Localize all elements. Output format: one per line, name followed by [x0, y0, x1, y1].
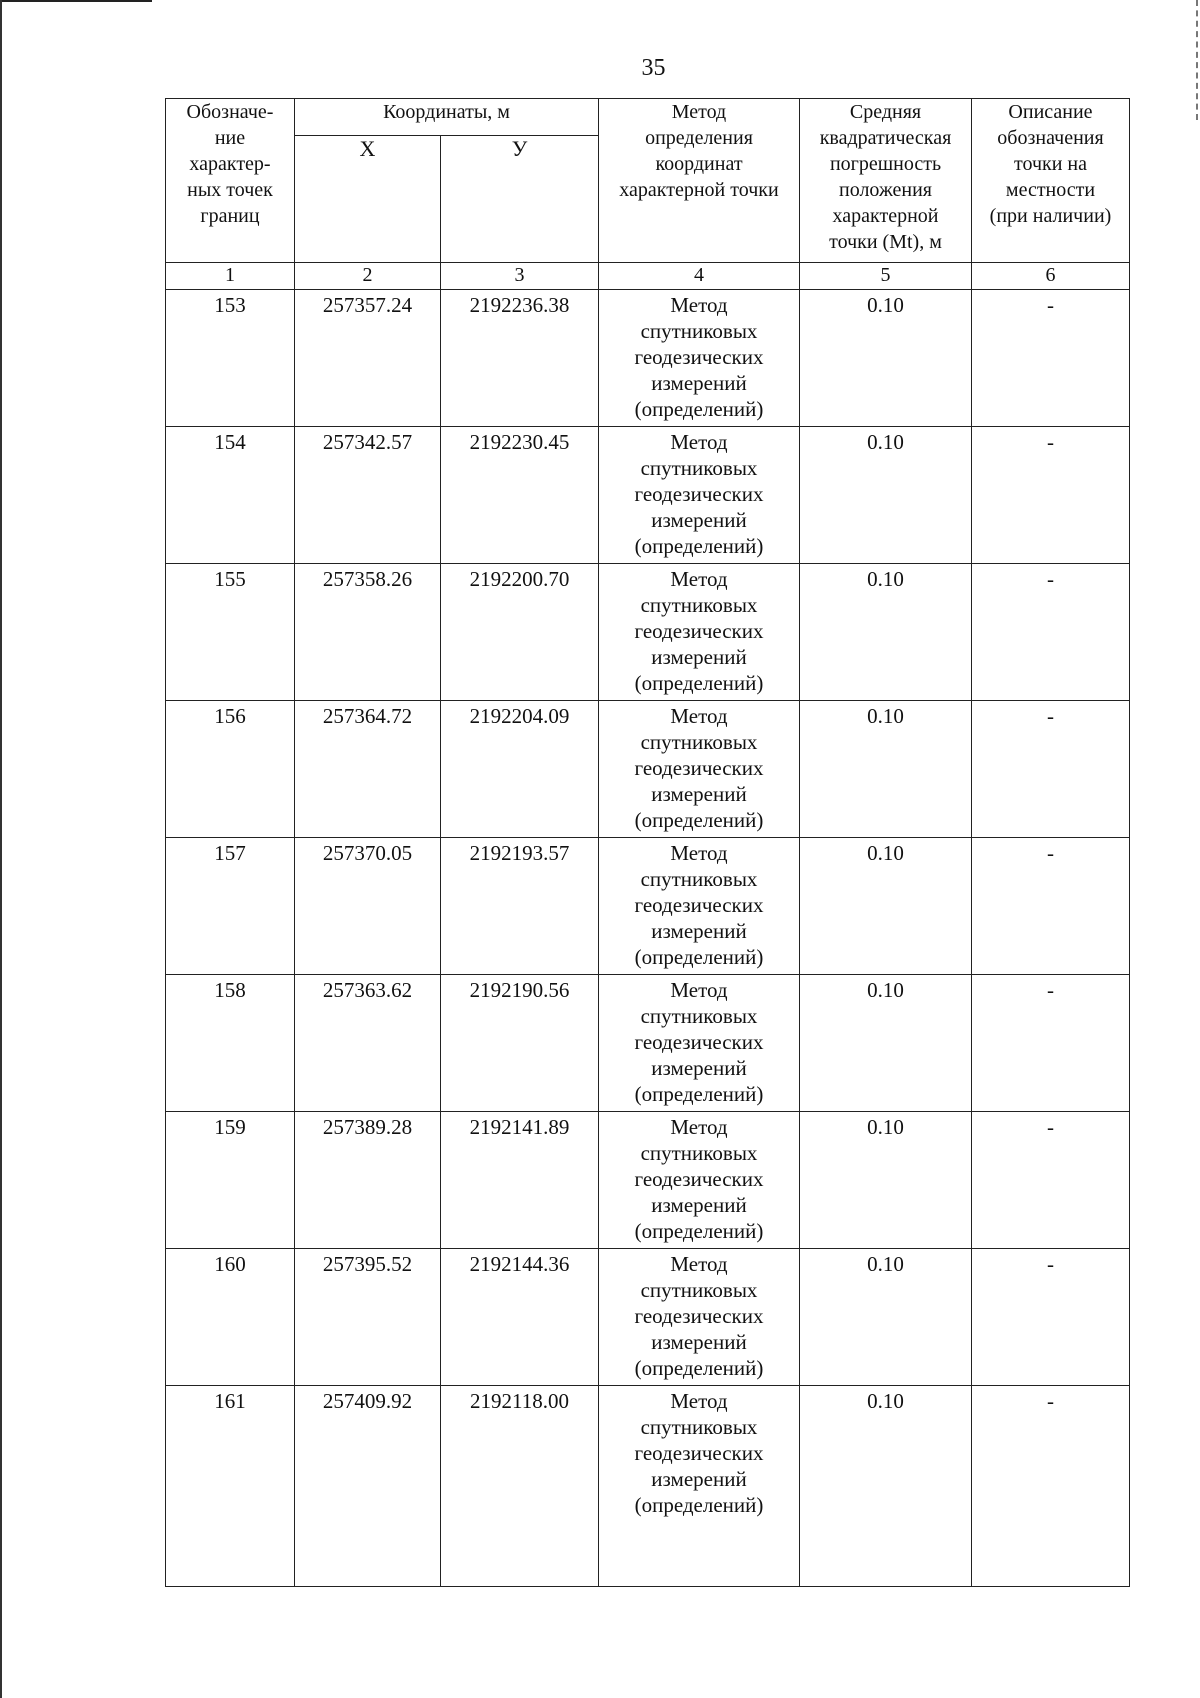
description-cell: - [972, 564, 1130, 701]
method-cell: Метод спутниковых геодезических измерений (определений) [599, 1249, 800, 1386]
method-cell: Метод спутниковых геодезических измерений (определений) [599, 975, 800, 1112]
error-cell: 0.10 [800, 427, 972, 564]
error-cell: 0.10 [800, 975, 972, 1112]
table-row [166, 975, 1130, 1112]
table-body [166, 290, 1130, 1587]
error-cell: 0.10 [800, 290, 972, 427]
error-cell: 0.10 [800, 838, 972, 975]
error-cell: 0.10 [800, 701, 972, 838]
method-cell: Метод спутниковых геодезических измерений (определений) [599, 564, 800, 701]
x-coordinate-cell: 257363.62 [295, 975, 441, 1112]
x-coordinate-cell: 257389.28 [295, 1112, 441, 1249]
point-cell: 160 [166, 1249, 295, 1386]
y-coordinate-cell: 2192200.70 [441, 564, 599, 701]
table-row [166, 1249, 1130, 1386]
x-coordinate-cell: 257364.72 [295, 701, 441, 838]
header-point: Обозначе- ние характер- ных точек границ [166, 99, 295, 263]
table-row [166, 427, 1130, 564]
x-coordinate-cell: 257395.52 [295, 1249, 441, 1386]
table-row [166, 701, 1130, 838]
column-number-row [166, 263, 1130, 290]
y-coordinate-cell: 2192118.00 [441, 1386, 599, 1587]
scan-border-left [0, 0, 2, 1698]
point-cell: 157 [166, 838, 295, 975]
y-coordinate-cell: 2192204.09 [441, 701, 599, 838]
y-coordinate-cell: 2192193.57 [441, 838, 599, 975]
method-cell: Метод спутниковых геодезических измерений (определений) [599, 701, 800, 838]
column-number: 1 [166, 263, 295, 290]
column-number: 4 [599, 263, 800, 290]
header-method: Метод определения координат характерной точки [599, 99, 800, 263]
y-coordinate-cell: 2192141.89 [441, 1112, 599, 1249]
x-coordinate-cell: 257370.05 [295, 838, 441, 975]
point-cell: 159 [166, 1112, 295, 1249]
table-row [166, 1112, 1130, 1249]
y-coordinate-cell: 2192190.56 [441, 975, 599, 1112]
point-cell: 161 [166, 1386, 295, 1587]
table-row [166, 564, 1130, 701]
description-cell: - [972, 701, 1130, 838]
header-y: У [441, 136, 599, 263]
point-cell: 156 [166, 701, 295, 838]
header-description: Описание обозначения точки на местности (при наличии) [972, 99, 1130, 263]
point-cell: 158 [166, 975, 295, 1112]
description-cell: - [972, 1386, 1130, 1587]
column-number: 5 [800, 263, 972, 290]
method-cell: Метод спутниковых геодезических измерений (определений) [599, 1386, 800, 1587]
point-cell: 153 [166, 290, 295, 427]
error-cell: 0.10 [800, 1249, 972, 1386]
method-cell: Метод спутниковых геодезических измерений (определений) [599, 290, 800, 427]
coordinates-table [165, 98, 1130, 1587]
description-cell: - [972, 427, 1130, 564]
description-cell: - [972, 1249, 1130, 1386]
table-row [166, 290, 1130, 427]
x-coordinate-cell: 257409.92 [295, 1386, 441, 1587]
description-cell: - [972, 290, 1130, 427]
scan-border-top [0, 0, 152, 2]
method-cell: Метод спутниковых геодезических измерений (определений) [599, 838, 800, 975]
column-number: 3 [441, 263, 599, 290]
error-cell: 0.10 [800, 564, 972, 701]
description-cell: - [972, 838, 1130, 975]
description-cell: - [972, 975, 1130, 1112]
table-row [166, 1386, 1130, 1587]
y-coordinate-cell: 2192236.38 [441, 290, 599, 427]
point-cell: 154 [166, 427, 295, 564]
x-coordinate-cell: 257357.24 [295, 290, 441, 427]
header-coordinates: Координаты, м [295, 99, 599, 136]
description-cell: - [972, 1112, 1130, 1249]
error-cell: 0.10 [800, 1386, 972, 1587]
x-coordinate-cell: 257342.57 [295, 427, 441, 564]
x-coordinate-cell: 257358.26 [295, 564, 441, 701]
header-error: Средняя квадратическая погрешность положения характерной точки (Mt), м [800, 99, 972, 263]
column-number: 6 [972, 263, 1130, 290]
table-row [166, 838, 1130, 975]
header-x: Х [295, 136, 441, 263]
y-coordinate-cell: 2192144.36 [441, 1249, 599, 1386]
page-number: 35 [641, 55, 666, 81]
point-cell: 155 [166, 564, 295, 701]
error-cell: 0.10 [800, 1112, 972, 1249]
method-cell: Метод спутниковых геодезических измерений (определений) [599, 427, 800, 564]
column-number: 2 [295, 263, 441, 290]
method-cell: Метод спутниковых геодезических измерений (определений) [599, 1112, 800, 1249]
y-coordinate-cell: 2192230.45 [441, 427, 599, 564]
